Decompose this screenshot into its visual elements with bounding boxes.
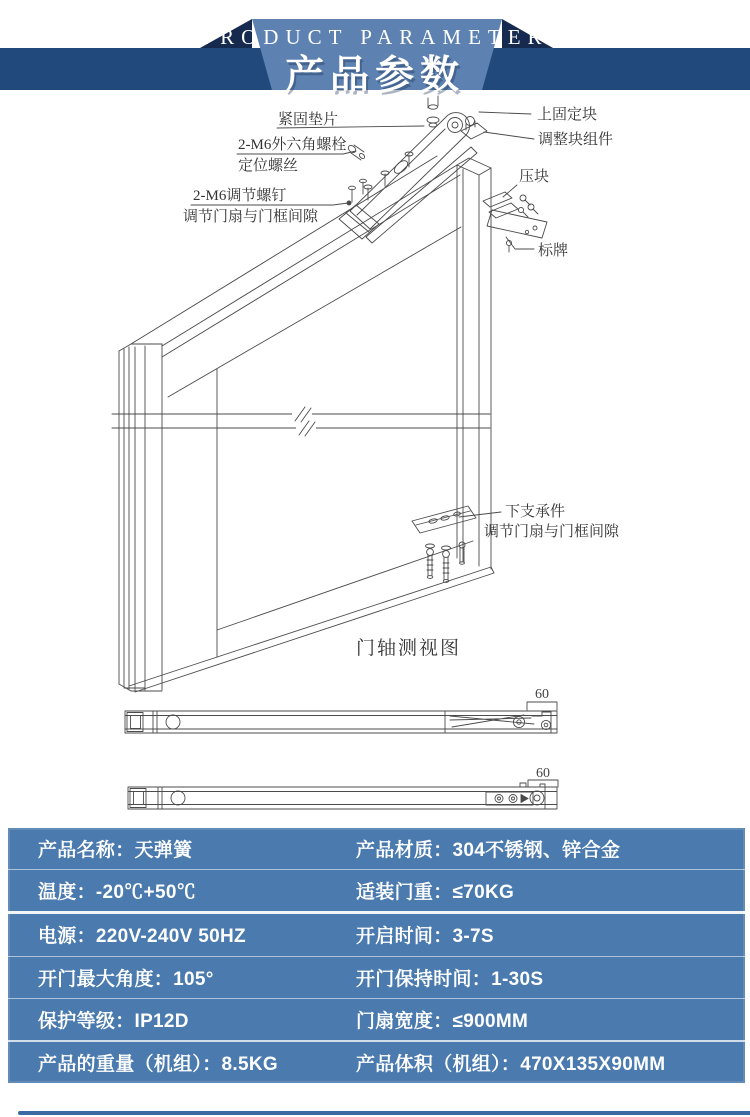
label-hex-bolt-2: 定位螺丝	[238, 158, 299, 174]
label-hex-bolt-1: 2-M6外六角螺栓	[238, 137, 347, 153]
spec-row-4	[8, 957, 745, 999]
label-upper-fixing-block: 上固定块	[537, 107, 598, 123]
positioning-screw-part	[347, 144, 366, 160]
spec-unit-weight: 产品的重量（机组）：8.5KG	[38, 1053, 278, 1075]
lower-support-part	[412, 506, 476, 582]
spec-row-2	[8, 870, 745, 914]
spec-door-weight: 适装门重：≤70KG	[356, 882, 515, 904]
spec-table	[8, 828, 745, 1083]
spec-unit-volume: 产品体积（机组）：470X135X90MM	[356, 1053, 666, 1075]
spec-row-3	[8, 914, 745, 956]
spec-temperature: 温度：-20℃+50℃	[38, 882, 196, 904]
spec-material: 产品材质：304不锈钢、锌合金	[356, 840, 621, 862]
break-lines	[112, 407, 490, 436]
spec-max-angle: 开门最大角度：105°	[38, 968, 214, 990]
bottom-divider	[18, 1111, 750, 1115]
side-view-bottom	[128, 780, 558, 809]
label-press-block: 压块	[519, 169, 550, 185]
door-left-stile	[119, 344, 162, 691]
label-adjust-screw-2: 调节门扇与门框间隙	[183, 209, 319, 225]
label-lower-support-1: 下支承件	[505, 504, 566, 520]
diagram-caption: 门轴测视图	[356, 638, 462, 659]
door-bottom-rail	[129, 541, 494, 692]
spec-row-6	[8, 1042, 745, 1083]
spec-row-1	[8, 828, 745, 870]
header-subtitle-en: PRODUCT PARAMETER	[201, 25, 549, 49]
spec-door-width: 门扇宽度：≤900MM	[356, 1010, 529, 1032]
label-adjusting-block-assembly: 调整块组件	[538, 132, 614, 148]
spec-power: 电源：220V-240V 50HZ	[38, 926, 246, 948]
dim-60-top: 60	[535, 687, 549, 702]
spec-product-name: 产品名称：天弹簧	[38, 840, 193, 862]
spec-open-time: 开启时间：3-7S	[356, 926, 494, 948]
dim-60-bottom: 60	[536, 766, 550, 781]
label-fastening-washer: 紧固垫片	[278, 112, 339, 128]
label-adjust-screw-1: 2-M6调节螺钉	[193, 188, 287, 204]
door-top-rail	[131, 156, 461, 397]
spec-hold-time: 开门保持时间：1-30S	[356, 968, 544, 990]
label-lower-support-2: 调节门扇与门框间隙	[484, 524, 620, 540]
fastening-washer-part	[427, 96, 439, 127]
spec-row-5	[8, 999, 745, 1042]
side-view-top	[125, 702, 557, 733]
spec-protection-grade: 保护等级：IP12D	[38, 1010, 189, 1032]
header-title-zh: 产品参数	[284, 54, 465, 97]
label-nameplate: 标牌	[538, 243, 569, 259]
